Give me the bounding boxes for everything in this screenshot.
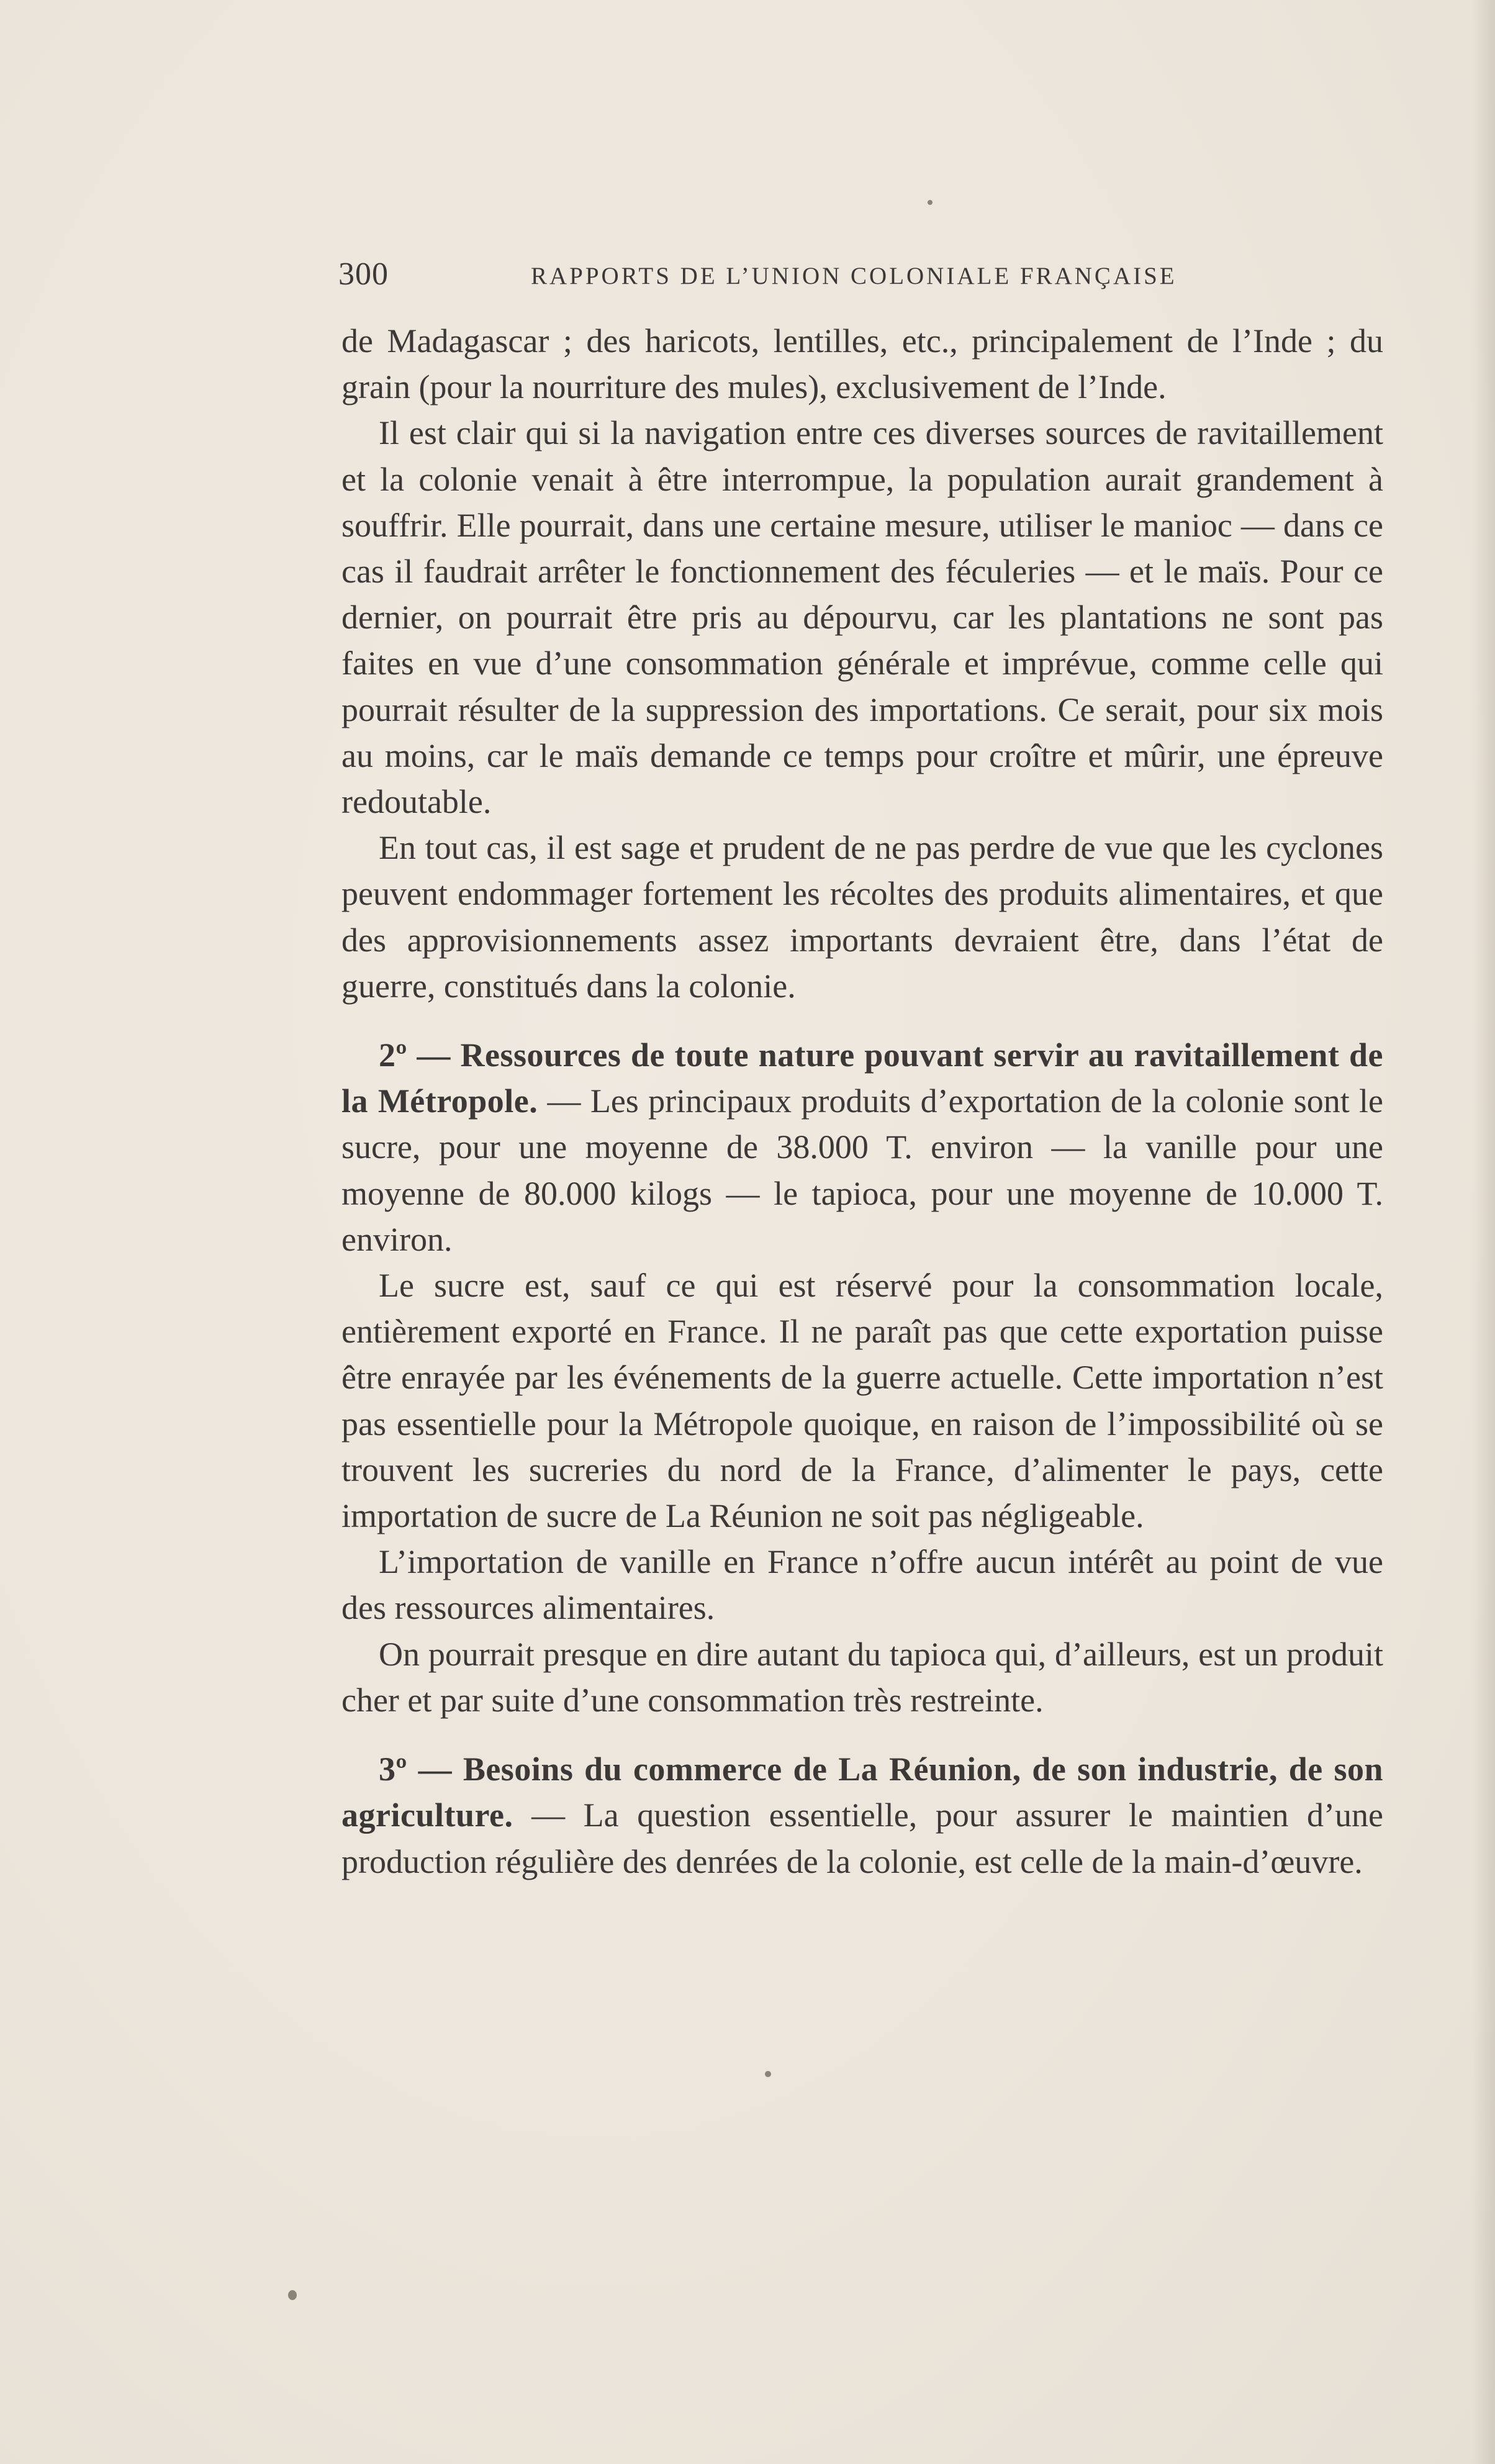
paragraph: de Madagascar ; des haricots, lentilles, etc., principalement de l’Inde ; du grain (pour la nourriture des mules), exclusivement de l’Inde.: [341, 322, 1383, 406]
section-2: [341, 1032, 1383, 1262]
paragraph: On pourrait presque en dire autant du tapioca qui, d’ailleurs, est un produit cher et par suite d’une consommation très restreinte.: [341, 1635, 1383, 1719]
section-3-heading: 3º — Besoins du commerce de La Réunion, de son industrie, de son agriculture.: [341, 1751, 1383, 1834]
section-3: [341, 1746, 1383, 1885]
paper-speck: [288, 2290, 297, 2300]
paragraph: En tout cas, il est sage et prudent de ne pas perdre de vue que les cyclones peuvent endommager fortement les récoltes des produits alimentaires, et que des approvisionnements assez importants devraient être, dans l’état de guerre, constitués dans la colonie.: [341, 829, 1383, 1005]
section-3-text: — La question essentielle, pour assurer le maintien d’une production régulière des denrées de la colonie, est celle de la main-d’œuvre.: [341, 1796, 1384, 1880]
running-header: [338, 256, 1223, 299]
paper-speck: [765, 2071, 771, 2077]
paragraph: L’importation de vanille en France n’offre aucun intérêt au point de vue des ressources alimentaires.: [341, 1543, 1383, 1627]
page-number: 300: [338, 256, 389, 292]
page-edge-shadow: [1471, 0, 1495, 2464]
running-title: RAPPORTS DE L’UNION COLONIALE FRANÇAISE: [531, 263, 1177, 289]
section-2-text: — Les principaux produits d’exportation de la colonie sont le sucre, pour une moyenne de 38.000 T. environ — la vanille pour une moyenne de 80.000 kilogs — le tapioca, pour une moyenne de 10.000 T. environ.: [341, 1082, 1384, 1258]
paper-speck: [928, 200, 933, 205]
paragraph: Le sucre est, sauf ce qui est réservé pour la consommation locale, entièrement exporté en France. Il ne paraît pas que cette exportation puisse être enrayée par les événements de la guerre actuelle. Cette importation n’est pas essentielle pour la Métropole quoique, en raison de l’impossibilité où se trouvent les sucreries du nord de la France, d’alimenter le pays, cette importation de sucre de La Réunion ne soit pas négligeable.: [341, 1267, 1383, 1535]
paragraph: Il est clair qui si la navigation entre ces diverses sources de ravitaillement et la colonie venait à être interrompue, la population aurait grandement à souffrir. Elle pourrait, dans une certaine mesure, utiliser le manioc — dans ce cas il faudrait arrêter le fonctionnement des féculeries — et le maïs. Pour ce dernier, on pourrait être pris au dépourvu, car les plantations ne sont pas faites en vue d’une consommation générale et imprévue, comme celle qui pourrait résulter de la suppression des importations. Ce serait, pour six mois au moins, car le maïs demande ce temps pour croître et mûrir, une épreuve redoutable.: [341, 414, 1383, 821]
body-text: [341, 318, 1383, 1885]
section-2-heading: 2º — Ressources de toute nature pouvant servir au ravitaillement de la Métropole.: [341, 1036, 1383, 1120]
